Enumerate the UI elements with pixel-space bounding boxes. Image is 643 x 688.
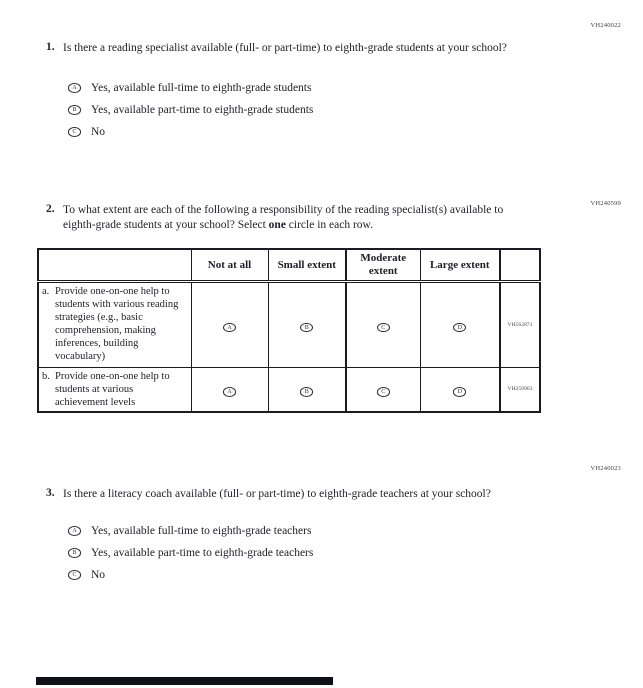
stem-header-empty xyxy=(38,249,191,281)
q1-option-a[interactable] xyxy=(68,82,311,94)
q1-option-c-label: No xyxy=(91,126,106,138)
answer-bubble-icon[interactable] xyxy=(300,387,313,397)
header-code-empty xyxy=(500,249,540,281)
row-a-stem-cell xyxy=(38,281,191,367)
question-1-text: Is there a reading specialist available (full- or part-time) to eighth-grade students at your school? xyxy=(63,42,507,54)
answer-bubble-icon[interactable] xyxy=(453,387,466,397)
answer-bubble-icon[interactable] xyxy=(68,570,81,580)
question-3-text: Is there a literacy coach available (full- or part-time) to eighth-grade teachers at your school? xyxy=(63,488,491,500)
answer-bubble-icon[interactable] xyxy=(300,323,313,333)
q1-option-a-label: Yes, available full-time to eighth-grade students xyxy=(91,82,312,94)
row-b-prefix: b. xyxy=(42,370,50,382)
q1-option-c[interactable] xyxy=(68,126,105,138)
row-b-not-at-all-cell xyxy=(191,367,268,412)
q3-option-a-label: Yes, available full-time to eighth-grade teachers xyxy=(91,525,312,537)
header-large-extent: Large extent xyxy=(420,249,500,281)
answer-bubble-icon[interactable] xyxy=(453,323,466,333)
header-moderate-extent: Moderate extent xyxy=(346,249,420,281)
bubble-letter: B xyxy=(72,550,77,556)
q2-text-after: circle in each row. xyxy=(285,219,373,231)
bubble-letter: B xyxy=(304,389,309,395)
bubble-letter: C xyxy=(72,129,77,135)
question-3-number: 3. xyxy=(46,487,55,499)
row-b-accession-code: VH259963 xyxy=(500,367,540,412)
answer-bubble-icon[interactable] xyxy=(223,387,236,397)
header-small-extent: Small extent xyxy=(268,249,346,281)
row-b-small-extent-cell xyxy=(268,367,346,412)
answer-bubble-icon[interactable] xyxy=(377,387,390,397)
answer-bubble-icon[interactable] xyxy=(68,127,81,137)
question-2-number: 2. xyxy=(46,203,55,215)
accession-code-q1: VH240022 xyxy=(590,22,621,29)
question-2-text xyxy=(63,203,525,233)
answer-bubble-icon[interactable] xyxy=(68,105,81,115)
answer-bubble-icon[interactable] xyxy=(68,548,81,558)
bubble-letter: C xyxy=(381,389,386,395)
bubble-letter: A xyxy=(72,85,77,91)
page-footer-bar xyxy=(36,677,333,685)
row-a-prefix: a. xyxy=(42,285,50,297)
answer-bubble-icon[interactable] xyxy=(68,83,81,93)
q3-option-c[interactable] xyxy=(68,569,105,581)
q2-matrix-table xyxy=(37,248,541,413)
q2-text-before: To what extent are each of the following a responsibility of the reading specialist(s) available to eighth-grade students at your school? Select xyxy=(63,204,504,231)
q1-option-b[interactable] xyxy=(68,104,313,116)
answer-bubble-icon[interactable] xyxy=(377,323,390,333)
q3-option-a[interactable] xyxy=(68,525,311,537)
row-a-accession-code: VH562871 xyxy=(500,281,540,367)
bubble-letter: A xyxy=(227,389,232,395)
row-b-stem-cell xyxy=(38,367,191,412)
table-row-b xyxy=(38,367,540,412)
row-b-stem-text: Provide one-on-one help to students at various achievement levels xyxy=(55,370,170,408)
row-a-not-at-all-cell xyxy=(191,281,268,367)
bubble-letter: A xyxy=(227,324,232,331)
row-a-large-extent-cell xyxy=(420,281,500,367)
q3-option-b-label: Yes, available part-time to eighth-grade teachers xyxy=(91,547,314,559)
header-not-at-all: Not at all xyxy=(191,249,268,281)
row-a-small-extent-cell xyxy=(268,281,346,367)
row-b-large-extent-cell xyxy=(420,367,500,412)
accession-code-q2: VH240599 xyxy=(590,200,621,207)
bubble-letter: D xyxy=(457,324,462,331)
q3-option-b[interactable] xyxy=(68,547,313,559)
bubble-letter: C xyxy=(72,572,77,578)
row-a-stem-text: Provide one-on-one help to students with various reading strategies (e.g., basic comprehension, making inferences, building vocabulary) xyxy=(55,285,179,362)
bubble-letter: C xyxy=(381,324,386,331)
bubble-letter: B xyxy=(72,107,77,113)
table-row-a xyxy=(38,281,540,367)
answer-bubble-icon[interactable] xyxy=(68,526,81,536)
bubble-letter: A xyxy=(72,528,77,534)
answer-bubble-icon[interactable] xyxy=(223,323,236,333)
bubble-letter: D xyxy=(457,389,462,395)
row-b-moderate-extent-cell xyxy=(346,367,420,412)
accession-code-q3: VH240023 xyxy=(590,465,621,472)
q2-text-bold: one xyxy=(268,219,286,231)
q1-option-b-label: Yes, available part-time to eighth-grade students xyxy=(91,104,314,116)
question-1-number: 1. xyxy=(46,41,55,53)
row-a-moderate-extent-cell xyxy=(346,281,420,367)
bubble-letter: B xyxy=(304,324,309,331)
q3-option-c-label: No xyxy=(91,569,106,581)
